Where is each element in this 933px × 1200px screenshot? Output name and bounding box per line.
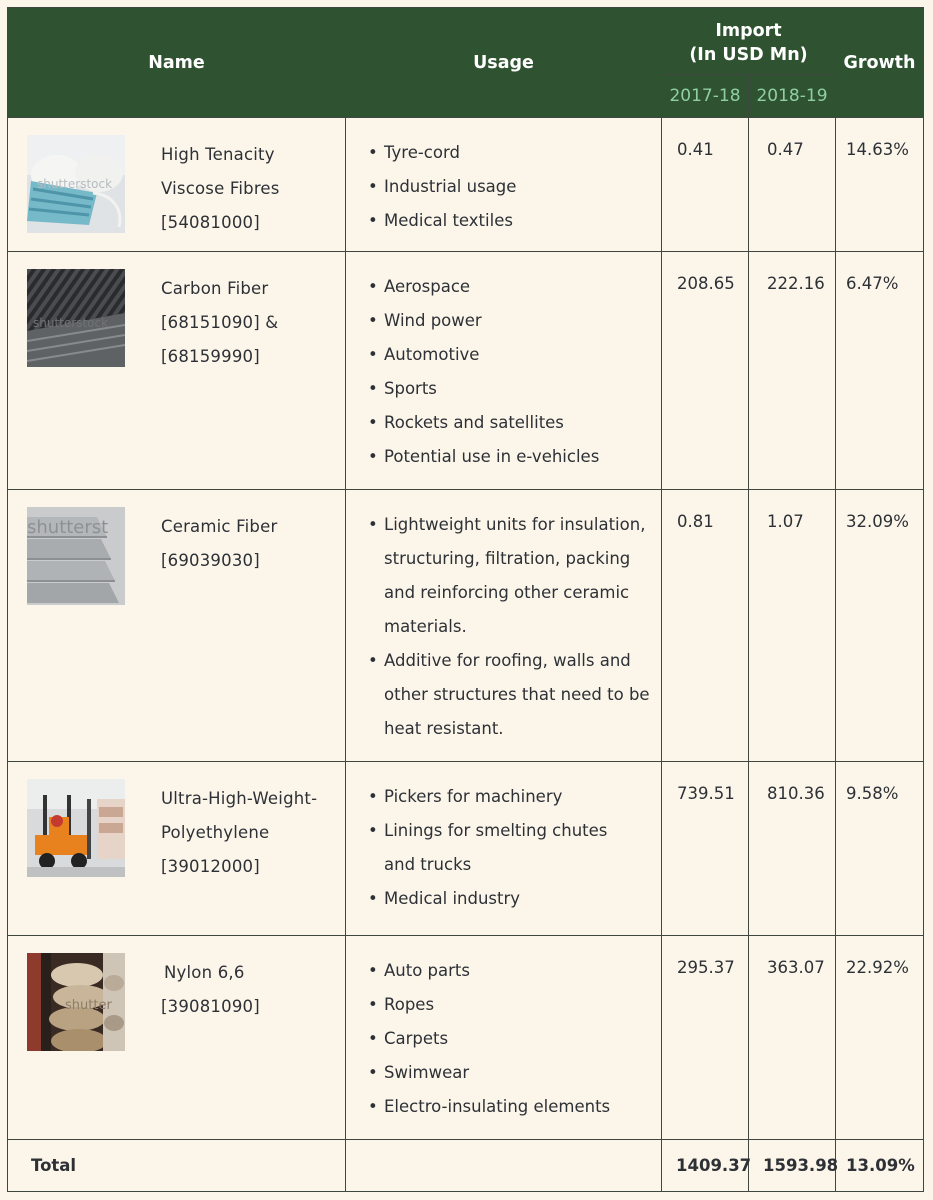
- table-row: [8, 118, 924, 252]
- name-cell: [8, 118, 346, 252]
- header-import-unit: (In USD Mn): [689, 45, 808, 65]
- growth-value: 14.63%: [836, 118, 924, 252]
- header-name: Name: [8, 8, 346, 118]
- name-cell: [8, 490, 346, 762]
- list-item: • Linings for smelting chutes and trucks: [368, 814, 621, 882]
- list-item: • Medical textiles: [368, 204, 661, 238]
- import-2018: 810.36: [749, 762, 836, 936]
- list-item: • Carpets: [368, 1022, 661, 1056]
- total-label: Total: [8, 1140, 346, 1192]
- header-year-2018: 2018-19: [749, 75, 836, 118]
- import-2017: 208.65: [662, 252, 749, 490]
- fibre-name: Carbon Fiber [68151090] & [68159990]: [161, 279, 279, 366]
- face-mask-photo-icon: [27, 135, 125, 233]
- list-item: • Aerospace: [368, 270, 661, 304]
- fibre-import-table: [7, 7, 924, 1192]
- usage-list: [346, 270, 661, 474]
- import-2018: 0.47: [749, 118, 836, 252]
- total-2017: 1409.37: [662, 1140, 749, 1192]
- usage-cell: [346, 490, 662, 762]
- import-2017: 739.51: [662, 762, 749, 936]
- growth-value: 32.09%: [836, 490, 924, 762]
- import-2018: 1.07: [749, 490, 836, 762]
- name-cell: [8, 936, 346, 1140]
- usage-list: [346, 780, 661, 916]
- header-import: [662, 8, 836, 75]
- growth-value: 9.58%: [836, 762, 924, 936]
- import-2017: 295.37: [662, 936, 749, 1140]
- import-2017: 0.81: [662, 490, 749, 762]
- total-row: [8, 1140, 924, 1192]
- list-item: • Auto parts: [368, 954, 661, 988]
- header-growth: Growth: [836, 8, 924, 118]
- svg-text:shutterstock: shutterstock: [33, 316, 109, 330]
- name-cell: [8, 762, 346, 936]
- usage-cell: [346, 118, 662, 252]
- table-row: [8, 762, 924, 936]
- table-row: [8, 252, 924, 490]
- list-item: • Rockets and satellites: [368, 406, 661, 440]
- header-import-title: Import: [715, 21, 782, 41]
- list-item: • Wind power: [368, 304, 661, 338]
- carbon-fiber-photo-icon: [27, 269, 125, 367]
- import-2018: 363.07: [749, 936, 836, 1140]
- fibre-name: High Tenacity Viscose Fibres [54081000]: [161, 145, 280, 232]
- list-item: • Electro-insulating elements: [368, 1090, 661, 1124]
- usage-cell: [346, 936, 662, 1140]
- list-item: • Swimwear: [368, 1056, 661, 1090]
- name-cell: [8, 252, 346, 490]
- usage-list: [346, 136, 661, 238]
- ceramic-fiber-photo-icon: [27, 507, 125, 605]
- total-growth: 13.09%: [836, 1140, 924, 1192]
- svg-text:shutterstock: shutterstock: [37, 177, 113, 191]
- usage-list: [346, 508, 661, 746]
- fibre-name: Ultra-High-Weight- Polyethylene [39012000]: [161, 789, 318, 876]
- svg-text:shutterst: shutterst: [27, 517, 109, 538]
- list-item: • Ropes: [368, 988, 661, 1022]
- usage-cell: [346, 762, 662, 936]
- header-usage: Usage: [346, 8, 662, 118]
- list-item: • Automotive: [368, 338, 661, 372]
- growth-value: 6.47%: [836, 252, 924, 490]
- forklift-photo-icon: [27, 779, 125, 877]
- usage-list: [346, 954, 661, 1124]
- list-item: • Tyre-cord: [368, 136, 661, 170]
- list-item: • Lightweight units for insulation, structuring, filtration, packing and reinforcing other ceramic materials.: [368, 508, 651, 644]
- list-item: • Additive for roofing, walls and other structures that need to be heat resistant.: [368, 644, 651, 746]
- list-item: • Medical industry: [368, 882, 621, 916]
- growth-value: 22.92%: [836, 936, 924, 1140]
- list-item: • Pickers for machinery: [368, 780, 621, 814]
- list-item: • Potential use in e-vehicles: [368, 440, 661, 474]
- list-item: • Industrial usage: [368, 170, 661, 204]
- list-item: • Sports: [368, 372, 661, 406]
- fibre-name: Nylon 6,6 [39081090]: [161, 963, 260, 1016]
- import-2017: 0.41: [662, 118, 749, 252]
- fibre-name: Ceramic Fiber [69039030]: [161, 517, 278, 570]
- usage-cell: [346, 252, 662, 490]
- header-year-2017: 2017-18: [662, 75, 749, 118]
- svg-text:shutter: shutter: [65, 998, 112, 1013]
- table-row: [8, 936, 924, 1140]
- table-row: [8, 490, 924, 762]
- nylon-rolls-photo-icon: [27, 953, 125, 1051]
- total-usage-empty: [346, 1140, 662, 1192]
- import-2018: 222.16: [749, 252, 836, 490]
- total-2018: 1593.98: [749, 1140, 836, 1192]
